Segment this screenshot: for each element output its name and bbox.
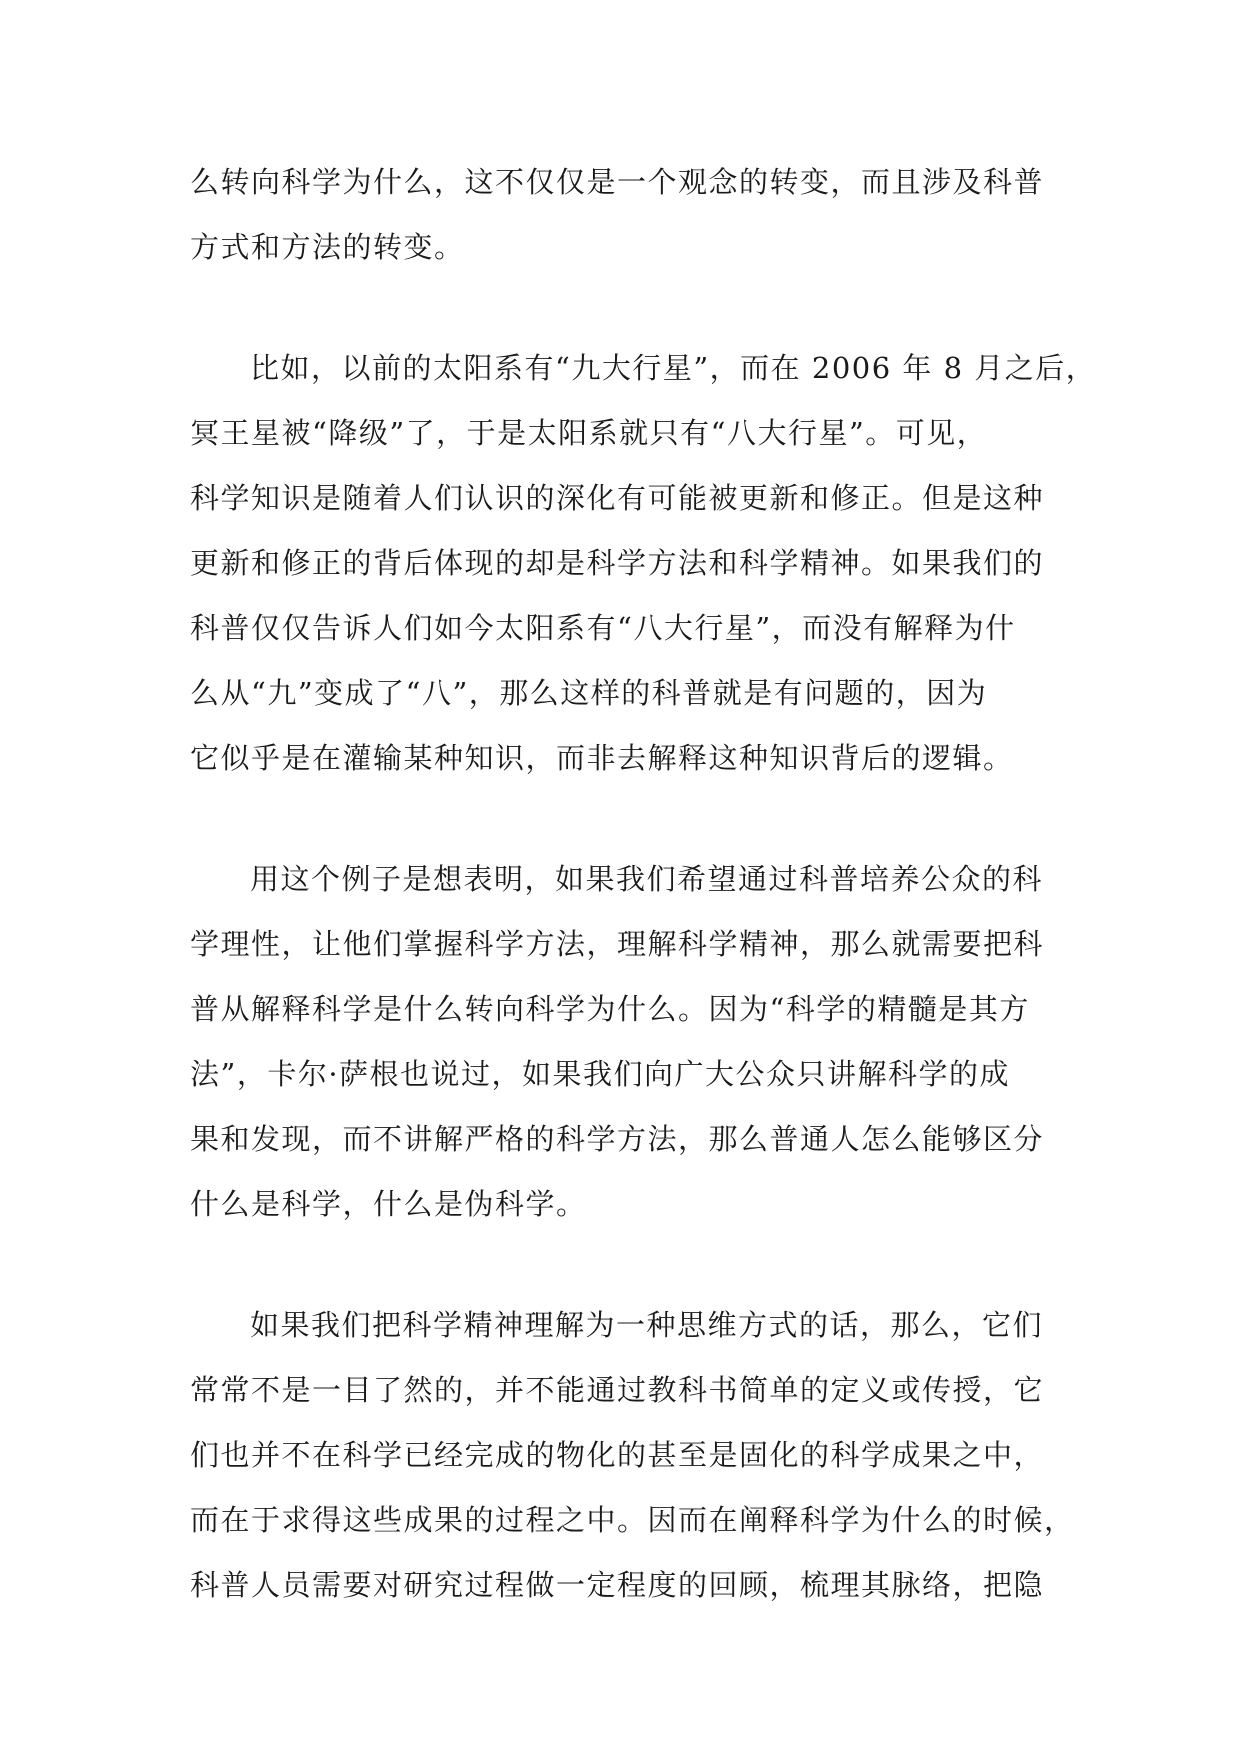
text-line: 而在于求得这些成果的过程之中。因而在阐释科学为什么的时候，: [190, 1503, 1075, 1537]
paragraph: [190, 1293, 1075, 1618]
text-line: 科学知识是随着人们认识的深化有可能被更新和修正。但是这种: [190, 481, 1045, 515]
text-line: 科普仅仅告诉人们如今太阳系有“八大行星”，而没有解释为什: [190, 611, 1016, 645]
text-line: 常常不是一目了然的，并不能通过教科书简单的定义或传授，它: [190, 1373, 1045, 1407]
paragraph: [190, 150, 1060, 280]
text-line: 更新和修正的背后体现的却是科学方法和科学精神。如果我们的: [190, 546, 1045, 580]
text-line: 比如，以前的太阳系有“九大行星”，而在 2006 年 8 月之后，: [250, 351, 1097, 385]
text-line: 什么是科学，什么是伪科学。: [190, 1187, 587, 1221]
text-line: 普从解释科学是什么转向科学为什么。因为“科学的精髓是其方: [190, 992, 1030, 1026]
text-line: 如果我们把科学精神理解为一种思维方式的话，那么，它们: [250, 1308, 1044, 1342]
text-line: 冥王星被“降级”了，于是太阳系就只有“八大行星”。可见，: [190, 416, 988, 450]
text-line: 用这个例子是想表明，如果我们希望通过科普培养公众的科: [250, 862, 1044, 896]
text-line: 学理性，让他们掌握科学方法，理解科学精神，那么就需要把科: [190, 927, 1045, 961]
body-text: [190, 150, 1097, 1674]
text-line: 法”，卡尔·萨根也说过，如果我们向广大公众只讲解科学的成: [190, 1057, 1011, 1091]
text-line: 它似乎是在灌输某种知识，而非去解释这种知识背后的逻辑。: [190, 741, 1014, 775]
text-line: 果和发现，而不讲解严格的科学方法，那么普通人怎么能够区分: [190, 1122, 1045, 1156]
paragraph: [190, 336, 1097, 791]
paragraph: [190, 847, 1060, 1237]
text-line: 科普人员需要对研究过程做一定程度的回顾，梳理其脉络，把隐: [190, 1568, 1045, 1602]
text-line: 方式和方法的转变。: [190, 230, 465, 264]
text-line: 们也并不在科学已经完成的物化的甚至是固化的科学成果之中，: [190, 1438, 1045, 1472]
text-line: 么转向科学为什么，这不仅仅是一个观念的转变，而且涉及科普: [190, 165, 1045, 199]
text-line: 么从“九”变成了“八”，那么这样的科普就是有问题的，因为: [190, 676, 988, 710]
